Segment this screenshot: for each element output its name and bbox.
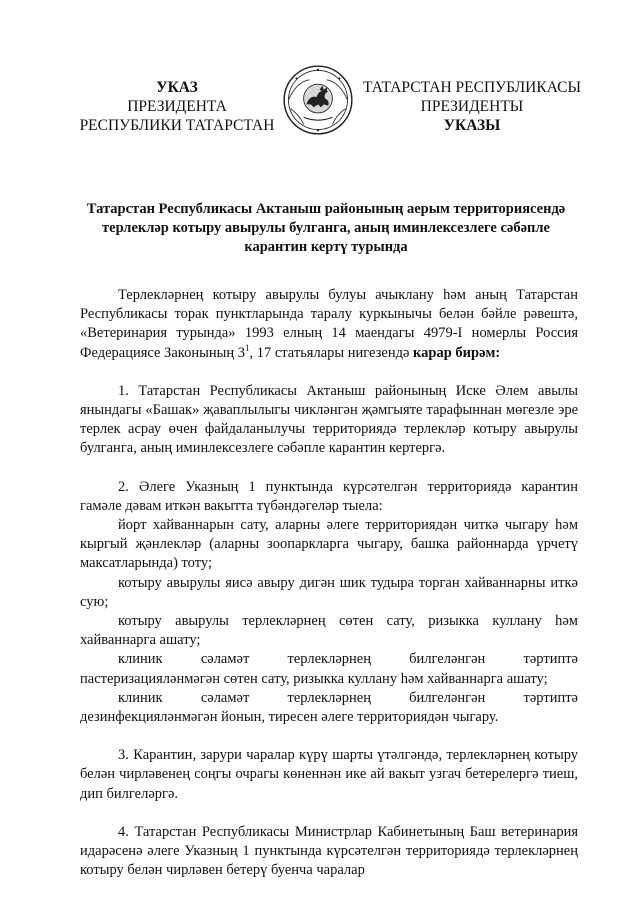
preamble-paragraph: [80, 286, 578, 363]
header-left-line-2: ПРЕЗИДЕНТА: [127, 98, 227, 115]
preamble-text-after: , 17 статьялары нигезендә: [249, 344, 414, 361]
title-line-1: Татарстан Республикасы Актаныш районының аерым территориясендә: [86, 201, 566, 217]
preamble-superscript: 1: [244, 342, 250, 353]
title-line-2: терлекләр котыру авырулы булганга, аның иминлексезлеге сәбәпле: [102, 220, 550, 236]
header-left-line-3: РЕСПУБЛИКИ ТАТАРСТАН: [79, 117, 275, 134]
header-right-tatar: [358, 78, 586, 135]
item-4-paragraph: 4. Татарстан Республикасы Министрлар Кабинетының Баш ветеринария идарәсенә әлеге Указның 1 пунктында күрсәтелгән территориядә терлекләрнең котыру белән чирләвен бетерү буенча чаралар: [80, 823, 578, 879]
document-title: [66, 200, 586, 257]
header-right-line-2: ПРЕЗИДЕНТЫ: [420, 98, 524, 115]
tatarstan-coat-of-arms-icon: [282, 64, 354, 136]
item-1-paragraph: 1. Татарстан Республикасы Актаныш районының Иске Әлем авылы янындагы «Башак» җаваплылыгы чикләнгән җәмгыяте тарафыннан мөгезле эре терлек асрау өчен файдаланылучы территориядә терлекләр котыру авырулы булганга, аның иминлексезлеге сәбәпле карантин кертергә.: [80, 382, 578, 457]
title-line-3: карантин кертү турында: [244, 239, 408, 255]
document-body: [80, 286, 578, 880]
item-2-list-entry-4: клиник сәламәт терлекләрнең билгеләнгән тәртиптә пастеризацияләнмәгән сөтен сату, ризыкка куллану һәм хайваннарга ашату;: [80, 651, 578, 687]
header-right-line-3: УКАЗЫ: [443, 117, 501, 134]
preamble-text: Терлекләрнең котыру авырулы булуы ачыклану һәм аның Татарстан Республикасы торак пунктларында таралу куркынычы белән бәйле рәвештә, «Ветеринария турында» 1993 елның 14 маендагы 4979-I номерлы Россия Федерациясе Законының 3: [80, 287, 578, 361]
header-left-line-1: УКАЗ: [156, 79, 198, 96]
header-right-line-1: ТАТАРСТАН РЕСПУБЛИКАСЫ: [363, 79, 581, 96]
item-2-list-entry-5: клиник сәламәт терлекләрнең билгеләнгән тәртиптә дезинфекцияләнмәгән йонын, тиресен әлеге территориядән чыгару.: [80, 689, 578, 726]
header-left-russian: [72, 78, 282, 135]
item-2-list-entry-3: котыру авырулы терлекләрнең сөтен сату, ризыкка куллану һәм хайваннарга ашату;: [80, 613, 578, 649]
item-2-list-entry-2: котыру авырулы яисә авыру дигән шик тудыра торган хайваннарны иткә сую;: [80, 574, 578, 610]
item-2-list-entry-1: йорт хайваннарын сату, аларны әлеге территориядән читкә чыгару һәм кыргый җәнлекләр (аларны зоопаркларга чыгару, башка районнарда үрчетү максатларында) тоту;: [80, 517, 578, 572]
item-2-intro: 2. Әлеге Указның 1 пунктында күрсәтелгән территориядә карантин гамәле дәвам иткән вакытта түбәндәгеләр тыела:: [80, 478, 578, 514]
item-3-paragraph: 3. Карантин, зарури чаралар күрү шарты үтәлгәндә, терлекләрнең котыру белән чирләвенең соңгы очрагы көненнән ике ай вакыт узгач бетерелергә тиеш, дип билгеләргә.: [80, 747, 578, 802]
preamble-decree-phrase: карар бирәм:: [413, 344, 501, 361]
